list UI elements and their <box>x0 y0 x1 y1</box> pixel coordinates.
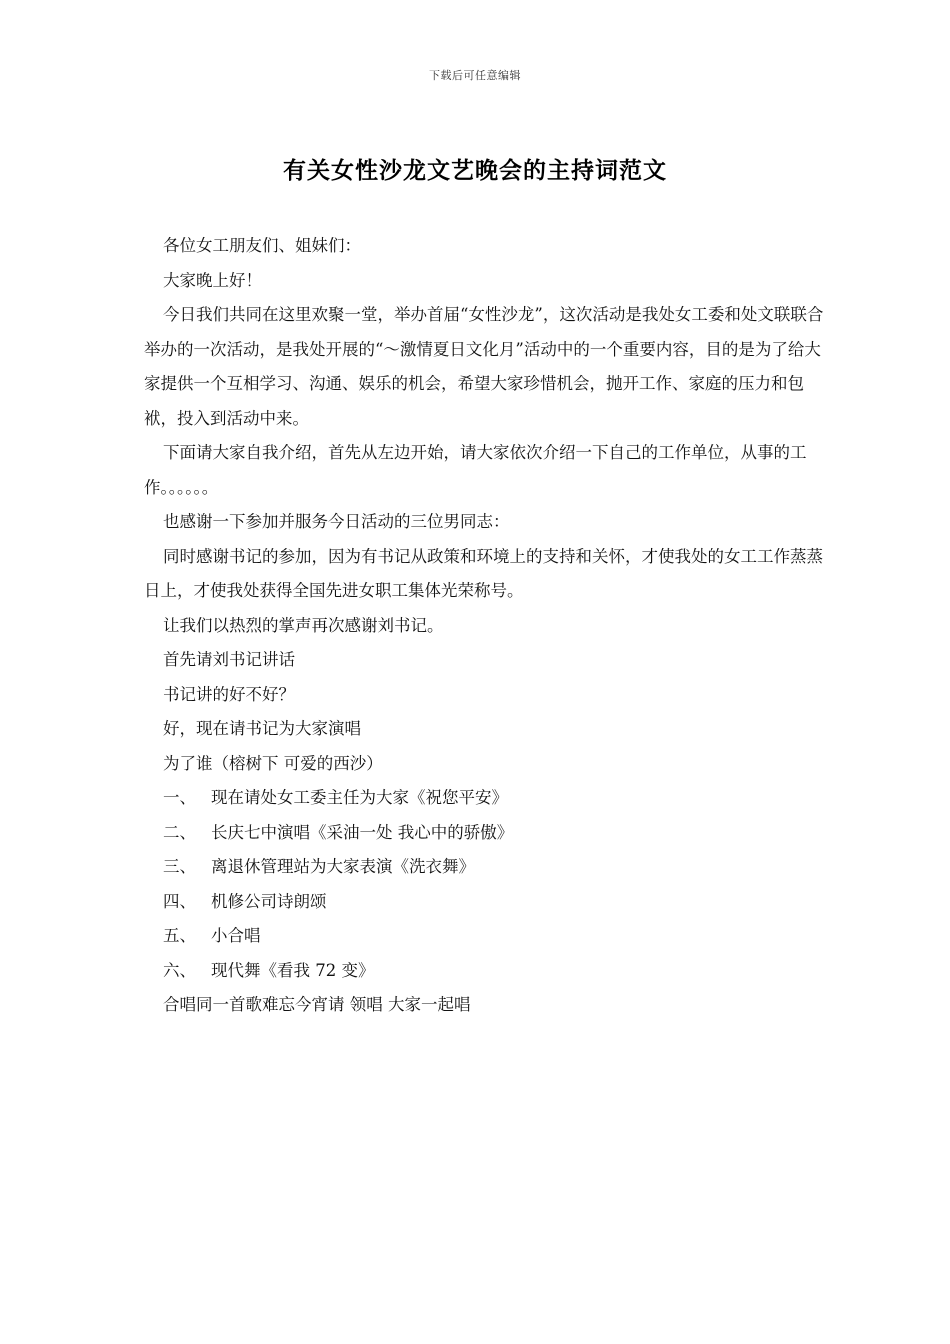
program-item-text: 长庆七中演唱《采油一处 我心中的骄傲》 <box>211 822 514 842</box>
paragraph: 书记讲的好不好？ <box>163 684 295 704</box>
paragraph: 首先请刘书记讲话 <box>163 650 295 669</box>
paragraph: 大家晚上好！ <box>163 270 262 290</box>
document-title: 有关女性沙龙文艺晚会的主持词范文 <box>283 157 667 184</box>
program-item <box>144 850 824 885</box>
header-note: 下载后可任意编辑 <box>429 69 521 82</box>
paragraph: 让我们以热烈的掌声再次感谢刘书记。 <box>163 615 444 635</box>
program-item-number: 三、 <box>163 857 196 876</box>
paragraph: 今日我们共同在这里欢聚一堂，举办首届“女性沙龙”，这次活动是我处女工委和处文联联合举办的一次活动，是我处开展的“～激情夏日文化月”活动中的一个重要内容，目的是为了给大家提供一个互相学习、沟通、娱乐的机会，希望大家珍惜机会，抛开工作、家庭的压力和包袱，投入到活动中来。 <box>144 305 824 428</box>
program-item-text: 现在请处女工委主任为大家《祝您平安》 <box>211 788 508 807</box>
program-item-number: 六、 <box>163 960 196 980</box>
paragraph: 同时感谢书记的参加，因为有书记从政策和环境上的支持和关怀，才使我处的女工工作蒸蒸日上，才使我处获得全国先进女职工集体光荣称号。 <box>144 546 823 600</box>
program-item-number: 二、 <box>163 822 196 842</box>
program-item <box>144 954 824 989</box>
program-item-number: 五、 <box>163 926 196 945</box>
program-item-number: 一、 <box>163 788 196 807</box>
closing-line: 合唱同一首歌难忘今宵请 领唱 大家一起唱 <box>163 995 471 1014</box>
paragraph: 也感谢一下参加并服务今日活动的三位男同志： <box>163 512 510 531</box>
program-item-text: 机修公司诗朗颂 <box>211 891 327 911</box>
paragraph: 好，现在请书记为大家演唱 <box>163 719 361 738</box>
paragraph: 各位女工朋友们、姐妹们： <box>163 236 361 255</box>
program-item-text: 现代舞《看我 72 变》 <box>211 960 375 980</box>
program-item <box>144 816 824 851</box>
paragraph: 为了谁（榕树下 可爱的西沙） <box>163 753 383 773</box>
document-body <box>144 229 824 1023</box>
program-item <box>144 885 824 920</box>
program-item-text: 离退休管理站为大家表演《洗衣舞》 <box>211 857 475 876</box>
program-item <box>144 781 824 816</box>
paragraph: 下面请大家自我介绍，首先从左边开始，请大家依次介绍一下自己的工作单位，从事的工作。。。。。。 <box>144 443 807 497</box>
program-item-number: 四、 <box>163 891 196 911</box>
program-item-text: 小合唱 <box>211 926 261 945</box>
program-item <box>144 919 824 954</box>
